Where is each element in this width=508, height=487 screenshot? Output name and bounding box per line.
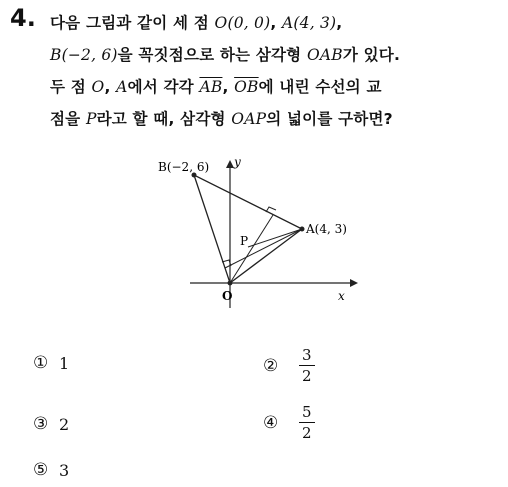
choice-1-value: 1 xyxy=(59,353,70,373)
choice-4-numerator: 5 xyxy=(299,402,315,423)
choice-4-mark: ④ xyxy=(263,412,279,433)
choice-4-denominator: 2 xyxy=(302,424,312,442)
x-axis-arrow xyxy=(350,279,358,287)
triangle-figure xyxy=(150,138,370,318)
choice-2-fraction xyxy=(299,345,315,386)
choice-3-mark: ③ xyxy=(33,414,49,434)
choice-5-value: 3 xyxy=(59,460,70,480)
choice-2-numerator: 3 xyxy=(299,345,315,366)
choice-4-fraction xyxy=(299,402,315,443)
choice-5[interactable] xyxy=(33,460,69,480)
choice-2[interactable] xyxy=(263,345,315,386)
point-o xyxy=(228,281,233,286)
choice-3[interactable] xyxy=(33,414,69,434)
label-p: P xyxy=(240,234,249,248)
choice-4[interactable] xyxy=(263,402,315,443)
label-o: O xyxy=(222,289,233,303)
choice-1-mark: ① xyxy=(33,353,49,373)
label-a: A(4, 3) xyxy=(306,222,347,236)
altitude-from-a xyxy=(225,229,302,268)
choice-3-value: 2 xyxy=(59,414,70,434)
altitude-from-o xyxy=(230,215,273,283)
y-axis-arrow xyxy=(226,160,234,168)
choice-2-mark: ② xyxy=(263,355,279,376)
question-number: 4. xyxy=(10,4,36,32)
stem-line-2: B(−2, 6)을 꼭짓점으로 하는 삼각형 OAB가 있다. xyxy=(50,46,401,64)
label-b: B(−2, 6) xyxy=(158,160,210,174)
point-a xyxy=(300,227,305,232)
label-y: y xyxy=(234,155,241,169)
stem-line-1: 다음 그림과 같이 세 점 O(0, 0), A(4, 3), xyxy=(50,14,343,32)
choice-2-denominator: 2 xyxy=(302,367,312,385)
choice-5-mark: ⑤ xyxy=(33,460,49,480)
segment-ap xyxy=(248,229,302,247)
choice-1[interactable] xyxy=(33,353,69,373)
stem-line-3: 두 점 O, A에서 각각 $\overline{AB}$, $\overline{OB}$에 내린 수선의 교 xyxy=(50,78,382,96)
label-x: x xyxy=(338,289,345,303)
stem-line-4: 점을 P라고 할 때, 삼각형 OAP의 넓이를 구하면? xyxy=(50,110,393,128)
question-stem xyxy=(50,7,502,135)
triangle-oab xyxy=(194,175,302,283)
